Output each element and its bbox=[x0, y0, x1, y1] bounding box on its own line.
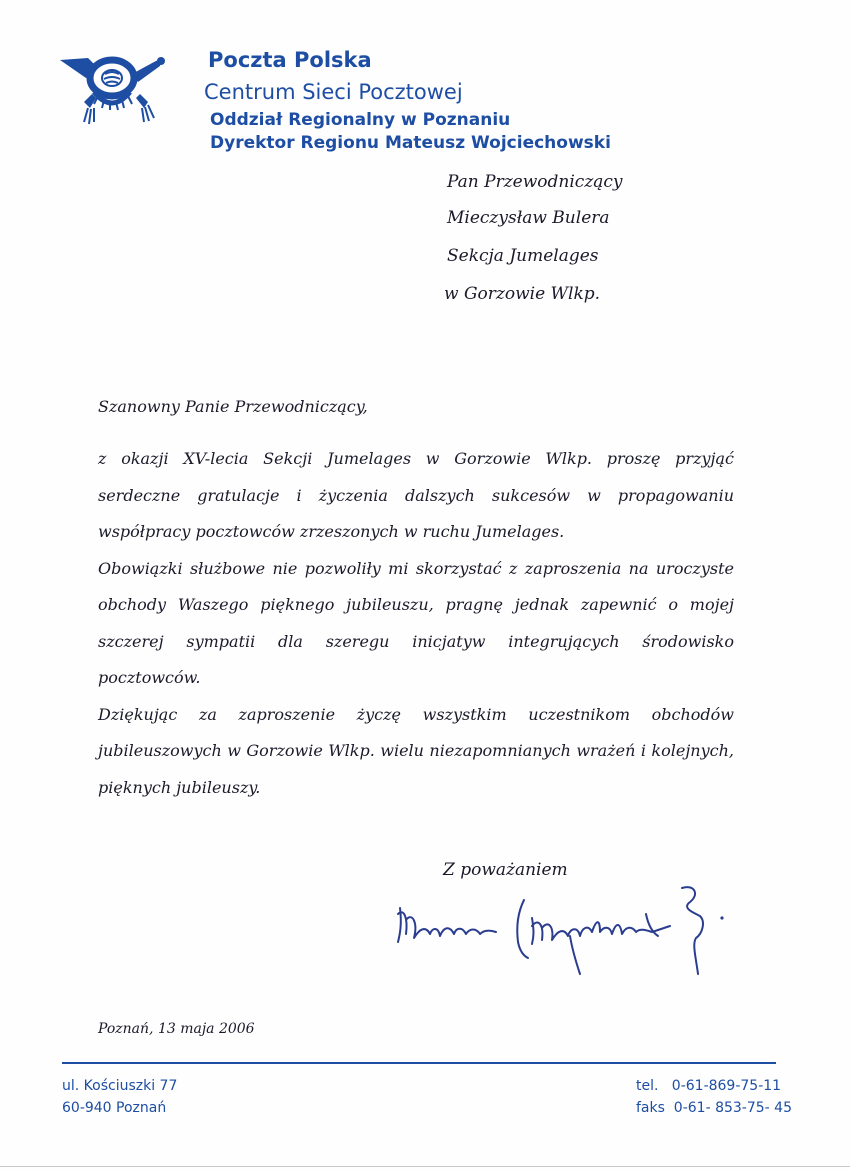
footer-address-line2: 60-940 Poznań bbox=[62, 1100, 167, 1116]
body-paragraph: Dziękując za zaproszenie życzę wszystkim uczestnikom obchodów jubileuszowych w Gorzowie Wlkp. wielu niezapomnianych wrażeń i kolejnych, pięknych jubileuszy. bbox=[98, 704, 734, 797]
footer-divider bbox=[62, 1062, 776, 1064]
recipient-line: w Gorzowie Wlkp. bbox=[444, 284, 601, 304]
recipient-line: Mieczysław Bulera bbox=[447, 208, 610, 228]
letterhead-director: Dyrektor Regionu Mateusz Wojciechowski bbox=[210, 133, 611, 153]
body-paragraph: z okazji XV-lecia Sekcji Jumelages w Gorzowie Wlkp. proszę przyjąć serdeczne gratulacje i życzenia dalszych sukcesów w propagowaniu współpracy pocztowców zrzeszonych w ruchu Jumelages. bbox=[98, 449, 734, 541]
recipient-line: Sekcja Jumelages bbox=[447, 246, 599, 266]
page-edge bbox=[0, 1166, 850, 1167]
letterhead-org: Poczta Polska bbox=[208, 48, 372, 72]
letter-body bbox=[98, 441, 734, 806]
letterhead-unit: Centrum Sieci Pocztowej bbox=[204, 80, 463, 104]
body-paragraph: Obowiązki służbowe nie pozwoliły mi skorzystać z zaproszenia na uroczyste obchody Waszego pięknego jubileuszu, pragnę jednak zapewnić o mojej szczerej sympatii dla szeregu inicjatyw integrujących środowisko pocztowców. bbox=[98, 558, 734, 687]
footer-fax: faks 0-61- 853-75- 45 bbox=[636, 1100, 792, 1116]
salutation: Szanowny Panie Przewodniczący, bbox=[98, 397, 368, 416]
recipient-line: Pan Przewodniczący bbox=[447, 172, 623, 192]
footer-tel: tel. 0-61-869-75-11 bbox=[636, 1078, 782, 1094]
letterhead-branch: Oddział Regionalny w Poznaniu bbox=[210, 110, 511, 130]
footer-address-line1: ul. Kościuszki 77 bbox=[62, 1078, 178, 1094]
post-horn-icon bbox=[58, 52, 166, 128]
handwritten-signature bbox=[392, 878, 732, 984]
place-date: Poznań, 13 maja 2006 bbox=[98, 1021, 255, 1037]
closing: Z poważaniem bbox=[443, 860, 568, 880]
